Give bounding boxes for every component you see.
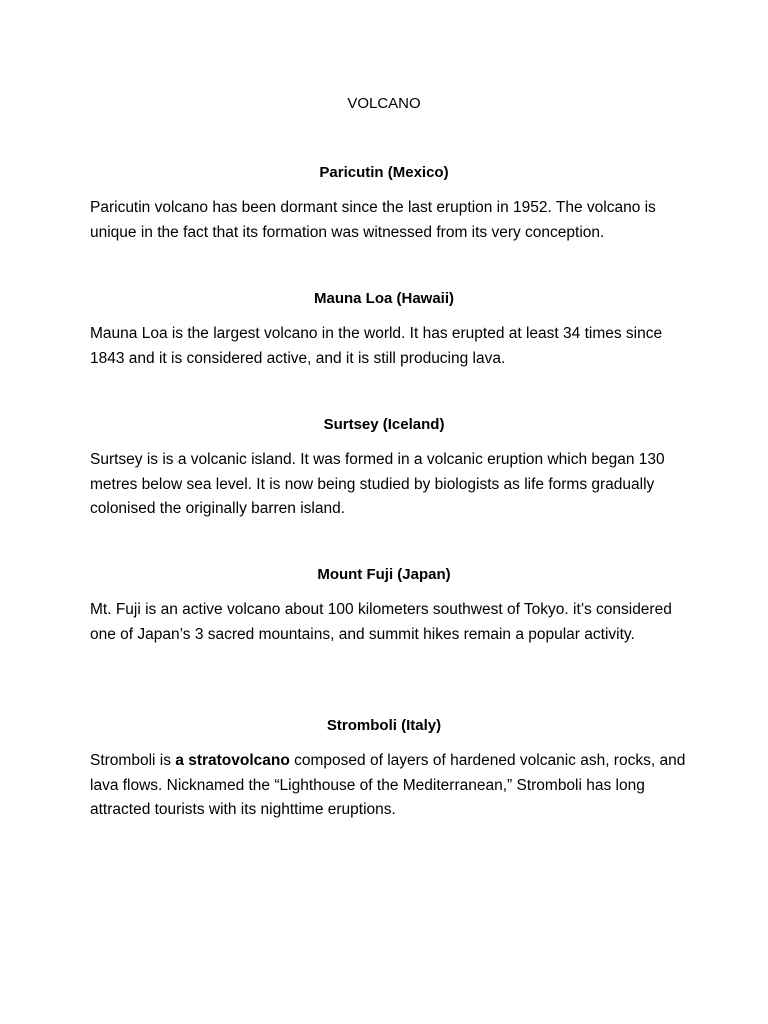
section-heading: Mauna Loa (Hawaii) [313,290,455,307]
body-prefix: Stromboli is [90,752,176,769]
section-stromboli [90,716,690,823]
section-heading: Stromboli (Italy) [326,717,442,734]
section-body: Paricutin volcano has been dormant since the last eruption in 1952. The volcano is unique in the fact that its formation was witnessed from its very conception. [90,199,656,241]
section-mount-fuji [90,565,690,647]
section-body: Mt. Fuji is an active volcano about 100 kilometers southwest of Tokyo. it’s considered one of Japan’s 3 sacred mountains, and summit hikes remain a popular activity. [90,601,672,643]
section-body: Surtsey is is a volcanic island. It was formed in a volcanic eruption which began 130 metres below sea level. It is now being studied by biologists as life forms gradually colonised the originally barren island. [90,451,665,517]
section-mauna-loa [90,289,690,371]
section-paricutin [90,163,690,245]
section-heading: Surtsey (Iceland) [323,416,445,433]
section-heading: Mount Fuji (Japan) [317,566,451,583]
section-heading: Paricutin (Mexico) [319,164,449,181]
body-bold-term: a stratovolcano [175,752,290,769]
body-suffix: composed of layers of hardened volcanic ash, rocks, and lava flows. Nicknamed the “Lighthouse of the Mediterranean,” Stromboli has long attracted tourists with its nighttime eruptions. [90,752,686,818]
section-body: Mauna Loa is the largest volcano in the world. It has erupted at least 34 times since 1843 and it is considered active, and it is still producing lava. [90,325,663,367]
section-body [90,749,690,823]
section-surtsey [90,415,690,522]
document-title: VOLCANO [347,95,421,112]
